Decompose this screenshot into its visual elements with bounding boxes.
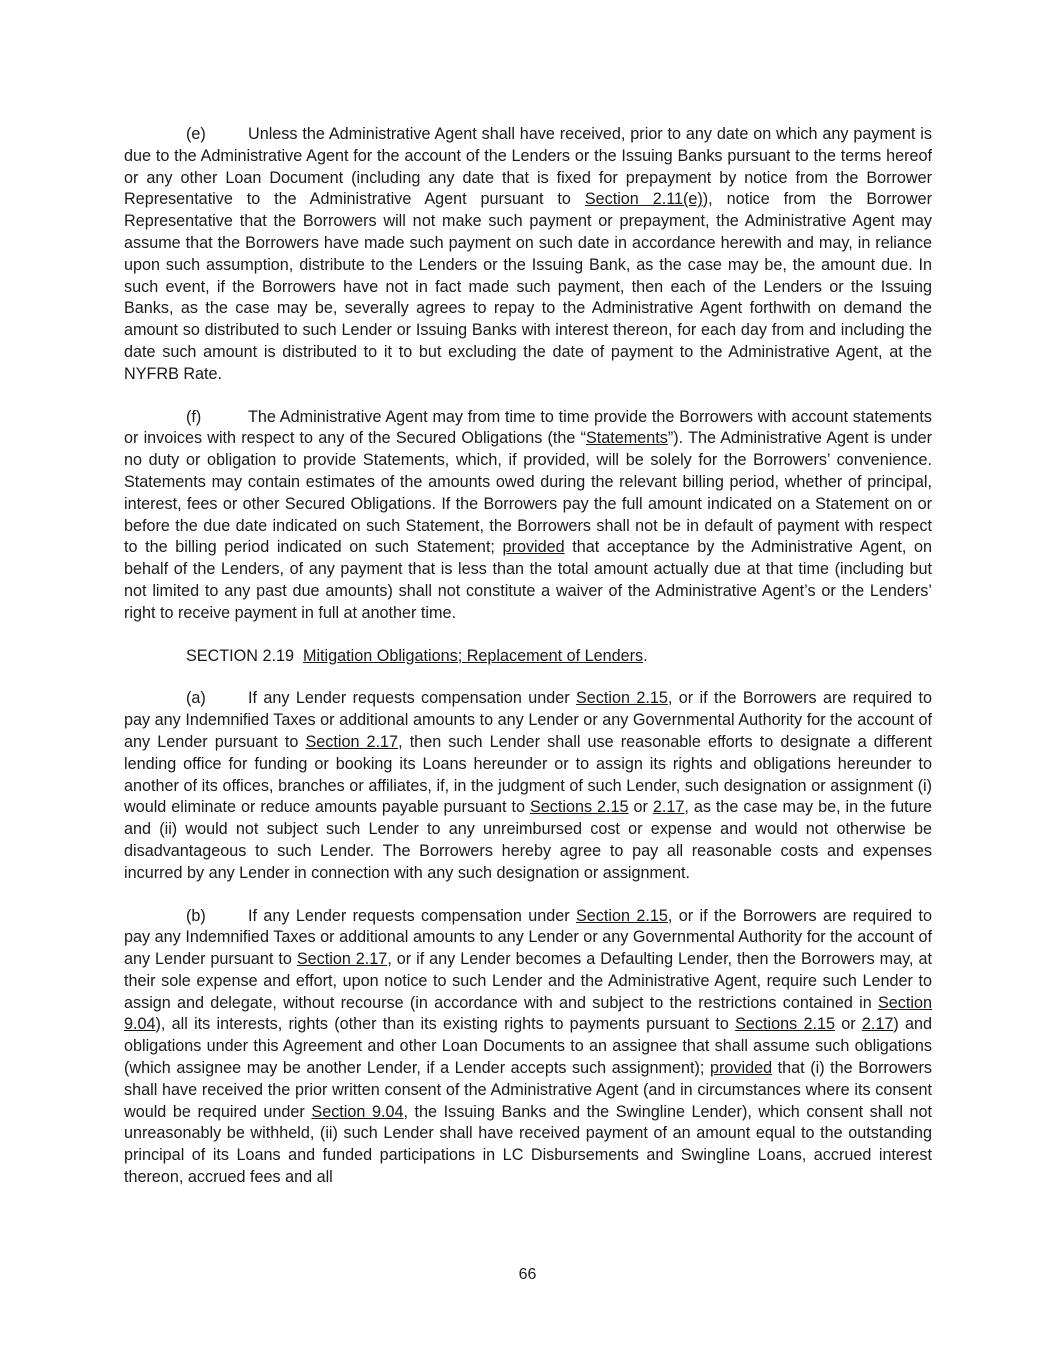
cross-reference: Sections 2.15 <box>529 798 629 817</box>
paragraph-label: (f) <box>186 407 202 426</box>
paragraph-label: (a) <box>186 689 206 708</box>
page-number: 66 <box>518 1266 537 1283</box>
paragraph-b: (b) If any Lender requests compensation under Section 2.15, or if the Borrowers are required to pay any Indemnified Taxes or additional amounts to any Lender or any Governmental Authority for the account of any Lender pursuant to Section 2.17, or if any Lender becomes a Defaulting Lender, then the Borrowers may, at their sole expense and effort, upon notice to such Lender and the Administrative Agent, require such Lender to assign and delegate, without recourse (in accordance with and subject to the restrictions contained in Section 9.04), all its interests, rights (other than its existing rights to payments pursuant to Sections 2.15 or 2.17) and obligations under this Agreement and other Loan Documents to an assignee that shall assume such obligations (which assignee may be another Lender, if a Lender accepts such assignment); provided that (i) the Borrowers shall have received the prior written consent of the Administrative Agent (and in circumstances where its consent would be required under Section 9.04, the Issuing Banks and the Swingline Lender), which consent shall not unreasonably be withheld, (ii) such Lender shall have received payment of an amount equal to the outstanding principal of its Loans and funded participations in LC Disbursements and Swingline Loans, accrued interest thereon, accrued fees and all <box>124 906 933 1187</box>
paragraph-a: (a) If any Lender requests compensation under Section 2.15, or if the Borrowers are required to pay any Indemnified Taxes or additional amounts to any Lender or any Governmental Authority for the account of any Lender pursuant to Section 2.17, then such Lender shall use reasonable efforts to designate a different lending office for funding or booking its Loans hereunder or to assign its rights and obligations hereunder to another of its offices, branches or affiliates, if, in the judgment of such Lender, such designation or assignment (i) would eliminate or reduce amounts payable pursuant to Sections 2.15 or 2.17, as the case may be, in the future and (ii) would not subject such Lender to any unreimbursed cost or expense and would not otherwise be disadvantageous to such Lender. The Borrowers hereby agree to pay all reasonable costs and expenses incurred by any Lender in connection with any such designation or assignment. <box>124 689 933 882</box>
cross-reference: Section 2.11(e) <box>584 190 703 209</box>
section-title: Mitigation Obligations; Replacement of Lenders <box>302 646 644 665</box>
section-number: SECTION 2.19 <box>186 646 294 665</box>
section-heading: SECTION 2.19 Mitigation Obligations; Replacement of Lenders. <box>186 646 648 665</box>
cross-reference: Section 9.04 <box>311 1102 404 1121</box>
cross-reference: Section 2.17 <box>296 950 388 969</box>
cross-reference: Section 2.15 <box>576 906 668 925</box>
paragraph-e: (e) Unless the Administrative Agent shall have received, prior to any date on which any payment is due to the Administrative Agent for the account of the Lenders or the Issuing Banks pursuant to the terms hereof or any other Loan Document (including any date that is fixed for prepayment by notice from the Borrower Representative to the Administrative Agent pursuant to Section 2.11(e)), notice from the Borrower Representative that the Borrowers will not make such payment or prepayment, the Administrative Agent may assume that the Borrowers have made such payment on such date in accordance herewith and may, in reliance upon such assumption, distribute to the Lenders or the Issuing Bank, as the case may be, the amount due. In such event, if the Borrowers have not in fact made such payment, then each of the Lenders or the Issuing Banks, as the case may be, severally agrees to repay to the Administrative Agent forthwith on demand the amount so distributed to such Lender or Issuing Banks with interest thereon, for each day from and including the date such amount is distributed to it to but excluding the date of payment to the Administrative Agent, at the NYFRB Rate. <box>124 125 933 383</box>
cross-reference: 2.17 <box>652 798 685 817</box>
defined-term: Statements <box>586 429 668 448</box>
cross-reference: Sections 2.15 <box>735 1015 835 1034</box>
proviso-term: provided <box>502 538 565 557</box>
paragraph-f: (f) The Administrative Agent may from time to time provide the Borrowers with account statements or invoices with respect to any of the Secured Obligations (the “Statements”). The Administrative Agent is under no duty or obligation to provide Statements, which, if provided, will be solely for the Borrowers’ convenience. Statements may contain estimates of the amounts owed during the relevant billing period, whether of principal, interest, fees or other Secured Obligations. If the Borrowers pay the full amount indicated on a Statement on or before the due date indicated on such Statement, the Borrowers shall not be in default of payment with respect to the billing period indicated on such Statement; provided that acceptance by the Administrative Agent, on behalf of the Lenders, of any payment that is less than the total amount actually due at that time (including but not limited to any past due amounts) shall not constitute a waiver of the Administrative Agent’s or the Lenders’ right to receive payment in full at another time. <box>124 407 932 622</box>
proviso-term: provided <box>709 1059 773 1078</box>
cross-reference: 2.17 <box>861 1015 894 1034</box>
paragraph-label: (b) <box>186 906 206 925</box>
document-page <box>124 124 932 1189</box>
cross-reference: Section 2.15 <box>576 689 668 708</box>
cross-reference: Section 2.17 <box>305 732 399 751</box>
cross-reference: Section 9.04 <box>124 993 932 1034</box>
paragraph-label: (e) <box>186 125 206 143</box>
